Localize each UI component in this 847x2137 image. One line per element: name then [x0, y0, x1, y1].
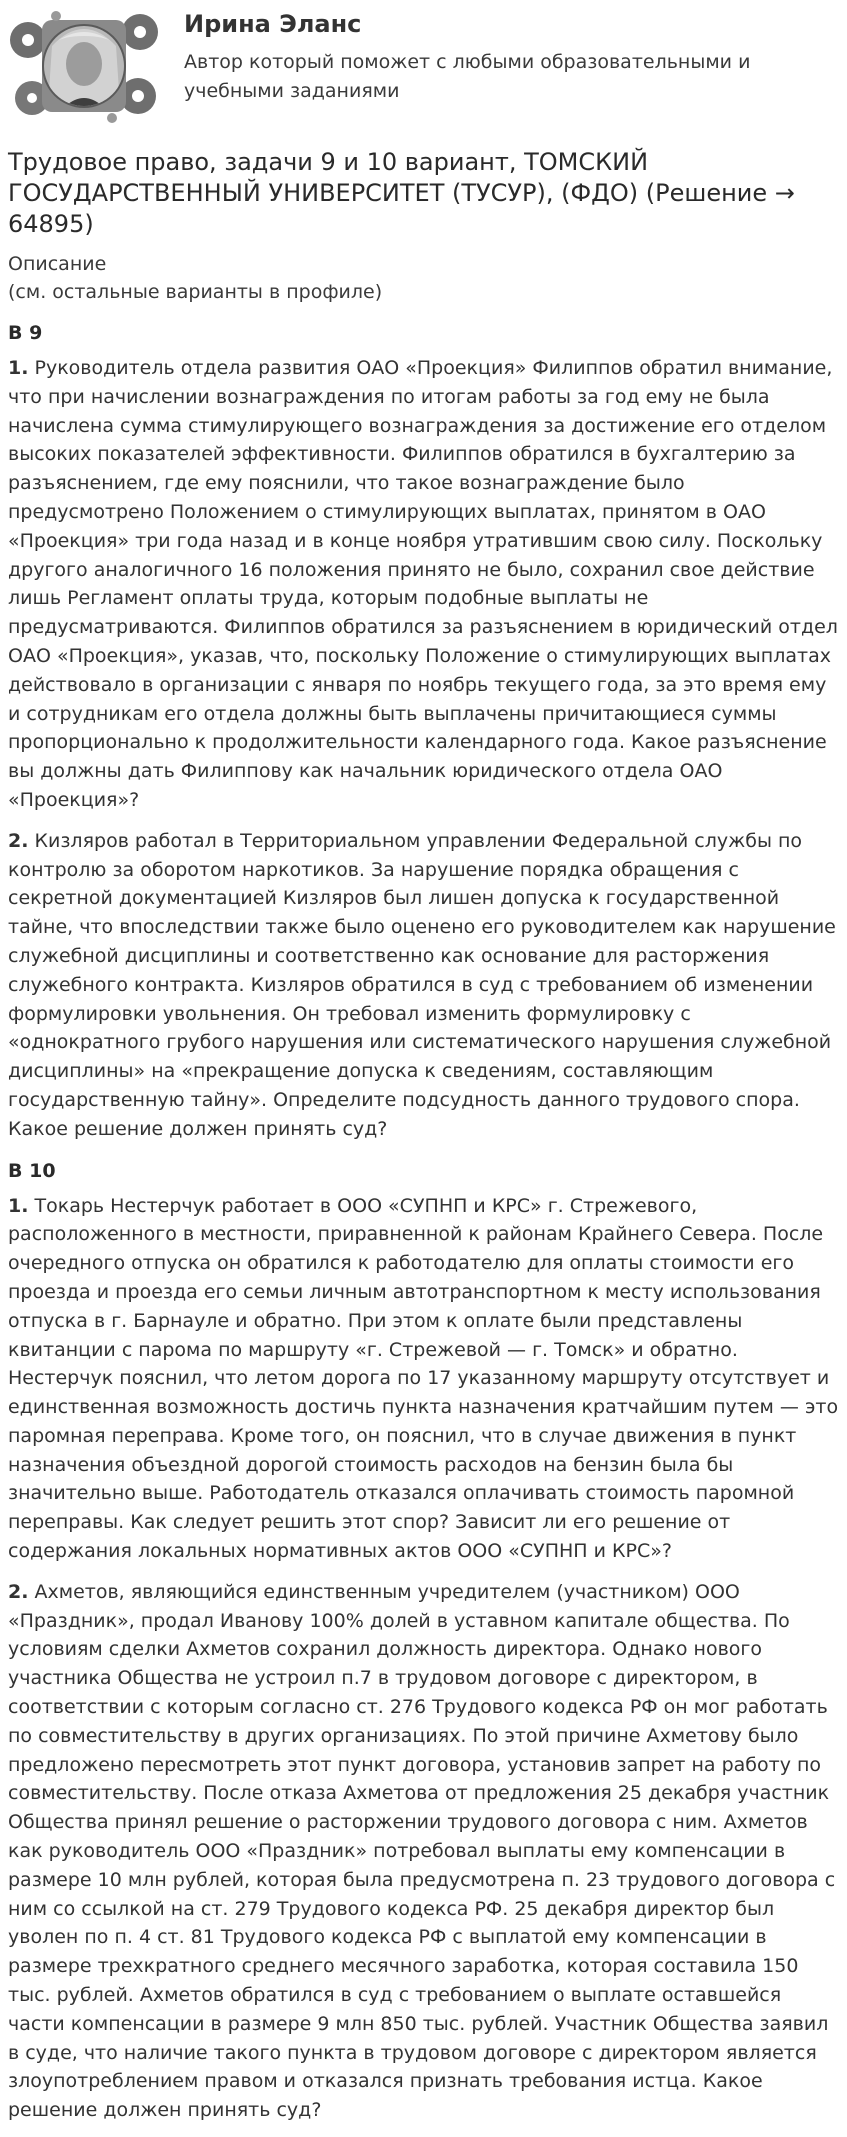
author-card: [8, 0, 839, 136]
task-item: [8, 1192, 839, 1566]
author-description: Автор который поможет с любыми образовательными и учебными заданиями: [184, 51, 751, 102]
task-number: 2.: [8, 1580, 29, 1603]
variant-heading: В 10: [8, 1159, 56, 1182]
author-avatar[interactable]: [8, 6, 160, 126]
task-item: [8, 827, 839, 1144]
description-label: Описание: [8, 253, 107, 275]
task-number: 1.: [8, 1194, 29, 1217]
task-text: Кизляров работал в Территориальном управлении Федеральной службы по контролю за оборотом наркотиков. За нарушение порядка обращения с секретной документацией Кизляров был лишен допуска к государственной тайне, что впоследствии также было оценено его руководителем как нарушение служебной дисциплины и соответственно как основание для расторжения служебного контракта. Кизляров обратился в суд с требованием об изменении формулировки увольнения. Он требовал изменить формулировку с «однократного грубого нарушения или систематического нарушения служебной дисциплины» на «прекращение допуска к сведениям, составляющим государственную тайну». Определите подсудность данного трудового спора. Какое решение должен принять суд?: [8, 829, 836, 1140]
description-note: (см. остальные варианты в профиле): [8, 281, 383, 303]
page: [8, 0, 839, 2137]
task-item: [8, 354, 839, 815]
task-text: Руководитель отдела развития ОАО «Проекция» Филиппов обратил внимание, что при начислении вознаграждения по итогам работы за год ему не была начислена сумма стимулирующего вознаграждения за достижение его отделом высоких показателей эффективности. Филиппов обратился в бухгалтерию за разъяснением, где ему пояснили, что такое вознаграждение было предусмотрено Положением о стимулирующих выплатах, принятом в ОАО «Проекция» три года назад и в конце ноября утратившим свою силу. Поскольку другого аналогичного 16 положения принято не было, сохранил свое действие лишь Регламент оплаты труда, которым подобные выплаты не предусматриваются. Филиппов обратился за разъяснением в юридический отдел ОАО «Проекция», указав, что, поскольку Положение о стимулирующих выплатах действовало в организации с января по ноябрь текущего года, за это время ему и сотрудникам его отдела должны быть выплачены причитающиеся суммы пропорционально к продолжительности календарного года. Какое разъяснение вы должны дать Филиппову как начальник юридического отдела ОАО «Проекция»?: [8, 357, 838, 811]
task-text: Токарь Нестерчук работает в ООО «СУПНП и КРС» г. Стрежевого, расположенного в местности, приравненной к районам Крайнего Севера. После очередного отпуска он обратился к работодателю для оплаты стоимости его проезда и проезда его семьи личным автотранспортном к месту использования отпуска в г. Барнауле и обратно. При этом к оплате были представлены квитанции с парома по маршруту «г. Стрежевой — г. Томск» и обратно. Нестерчук пояснил, что летом дорога по 17 указанному маршруту отсутствует и единственная возможность достичь пункта назначения кратчайшим путем — это паромная переправа. Кроме того, он пояснил, что в случае движения в пункт назначения объездной дорогой стоимость расходов на бензин была бы значительно выше. Работодатель отказался оплачивать стоимость паромной переправы. Как следует решить этот спор? Зависит ли его решение от содержания локальных нормативных актов ООО «СУПНП и КРС»?: [8, 1194, 839, 1563]
task-number: 1.: [8, 357, 29, 379]
variant-heading: В 9: [8, 322, 43, 344]
task-number: 2.: [8, 829, 29, 852]
task-item: [8, 1578, 839, 2125]
task-text: Ахметов, являющийся единственным учредителем (участником) ООО «Праздник», продал Иванову 100% долей в уставном капитале общества. По условиям сделки Ахметов сохранил должность директора. Однако нового участника Общества не устроил п.7 в трудовом договоре с директором, в соответствии с которым согласно ст. 276 Трудового кодекса РФ он мог работать по совместительству в других организациях. По этой причине Ахметову было предложено пересмотреть этот пункт договора, установив запрет на работу по совместительству. После отказа Ахметова от предложения 25 декабря участник Общества принял решение о расторжении трудового договора с ним. Ахметов как руководитель ООО «Праздник» потребовал выплаты ему компенсации в размере 10 млн рублей, которая была предусмотрена п. 23 трудового договора с ним со ссылкой на ст. 279 Трудового кодекса РФ. 25 декабря директор был уволен по п. 4 ст. 81 Трудового кодекса РФ с выплатой ему компенсации в размере трехкратного среднего месячного заработка, которая составила 150 тыс. рублей. Ахметов обратился в суд с требованием о выплате оставшейся части компенсации в размере 9 млн 850 тыс. рублей. Участник Общества заявил в суде, что наличие такого пункта в трудовом договоре с директором является злоупотреблением правом и отказался признать требования истца. Какое решение должен принять суд?: [8, 1580, 836, 2122]
work-title: Трудовое право, задачи 9 и 10 вариант, ТОМСКИЙ ГОСУДАРСТВЕННЫЙ УНИВЕРСИТЕТ (ТУСУР), (ФДО) (Решение → 64895): [8, 148, 795, 238]
author-name[interactable]: Ирина Эланс: [184, 10, 362, 38]
